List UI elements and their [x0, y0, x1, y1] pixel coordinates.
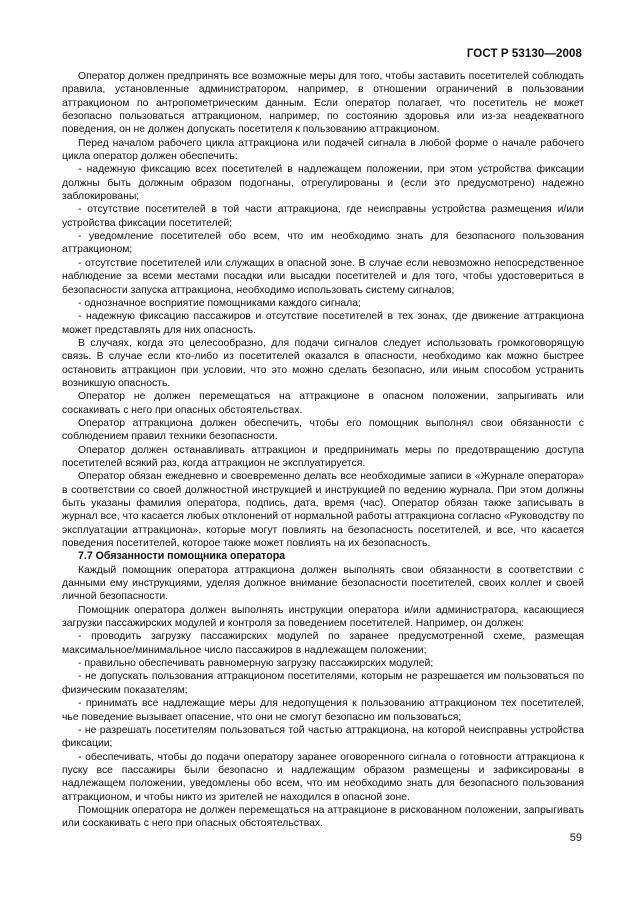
list-item: - не допускать пользования аттракционом посетителями, которым не разрешается им пользоваться по физическим показателям;	[62, 671, 584, 696]
list-item: - правильно обеспечивать равномерную загрузку пассажирских модулей;	[78, 658, 434, 670]
list-item: - надежную фиксацию пассажиров и отсутствие посетителей в тех зонах, где движение аттракциона может представлять для них опасность.	[62, 311, 584, 336]
list-item: - надежную фиксацию всех посетителей в надлежащем положении, при этом устройства фиксации должны быть должным образом подогнаны, отрегулированы и (если это предусмотрено) надежно заблокированы;	[62, 164, 584, 203]
paragraph: Оператор обязан ежедневно и своевременно делать все необходимые записи в «Журнале оператора» в соответствии со своей должностной инструкцией и инструкцией по ведению журнала. При этом должны быть указаны фамилия оператора, подпись, дата, время (час). Оператор обязан также записывать в журнал все, что касается любых отклонений от нормальной работы аттракциона согласно «Руководству по эксплуатации аттракциона», которые могут повлиять на безопасность посетителей, и все, что касается поведения посетителей, которое также может повлиять на их безопасность.	[62, 471, 584, 550]
paragraph: Каждый помощник оператора аттракциона должен выполнять свои обязанности в соответствии с данными ему инструкциями, уделяя должное внимание безопасности посетителей, своих коллег и своей личной безопасности.	[62, 564, 584, 603]
list-item: - обеспечивать, чтобы до подачи оператору заранее оговоренного сигнала о готовности аттракциона к пуску все пассажиры были безопасно и надлежащим образом размещены и зафиксированы в надлежащем положении, уведомлены обо всем, что им необходимо знать для безопасного пользования аттракционом, и чтобы никто из зрителей не находился в опасной зоне.	[62, 751, 584, 803]
list-item: - отсутствие посетителей в той части аттракциона, где неисправны устройства размещения и/или устройства фиксации посетителей;	[62, 204, 584, 229]
paragraph: Перед началом рабочего цикла аттракциона или подачей сигнала в любой форме о начале рабочего цикла оператор должен обеспечить:	[62, 137, 584, 163]
paragraph: Оператор не должен перемещаться на аттракционе в опасном положении, запрыгивать или соскакивать с него при опасных обстоятельствах.	[62, 391, 584, 416]
paragraph: Помощник оператора должен выполнять инструкции оператора и/или администратора, касающиеся загрузки пассажирских модулей и контроля за поведением посетителей. Например, он должен:	[62, 604, 584, 630]
list-item: - проводить загрузку пассажирских модулей по заранее предусмотренной схеме, размещая максимальное/минимальное число пассажиров в надлежащем положении;	[62, 631, 584, 656]
paragraph: Оператор аттракциона должен обеспечить, чтобы его помощник выполнял свои обязанности с соблюдением правил техники безопасности.	[62, 417, 584, 443]
section-heading: 7.7 Обязанности помощника оператора	[78, 550, 286, 563]
paragraph: Оператор должен останавливать аттракцион и предпринимать меры по предотвращению доступа посетителей всякий раз, когда аттракцион не эксплуатируется.	[62, 444, 584, 469]
page-number: 59	[569, 832, 582, 844]
list-item: - уведомление посетителей обо всем, что им необходимо знать для безопасного пользования аттракционом;	[62, 231, 584, 256]
paragraph: Оператор должен предпринять все возможные меры для того, чтобы заставить посетителей соблюдать правила, установленные администратором, например, в отношении ограничений в пользовании аттракционом по антропометрическим данным. Если оператор полагает, что посетитель не может безопасно пользоваться аттракционом, например, по состоянию здоровья или из-за неадекватного поведения, он не должен допускать посетителя к пользованию аттракционом.	[62, 71, 584, 136]
list-item: - не разрешать посетителям пользоваться той частью аттракциона, на которой неисправны устройства фиксации;	[62, 724, 584, 750]
paragraph: Помощник оператора не должен перемещаться на аттракционе в рискованном положении, запрыгивать или соскакивать с него при опасных обстоятельствах.	[62, 804, 584, 830]
page-body	[62, 70, 584, 831]
paragraph: В случаях, когда это целесообразно, для подачи сигналов следует использовать громкоговорящую связь. В случае если кто-либо из посетителей оказался в опасности, необходимо как можно быстрее остановить аттракцион при условии, что это можно сделать безопасно, или иным способом устранить возникшую опасность.	[62, 337, 584, 389]
document-code: ГОСТ Р 53130—2008	[466, 48, 582, 60]
list-item: - принимать все надлежащие меры для недопущения к пользованию аттракционом тех посетителей, чье поведение вызывает опасение, что они не смогут безопасно им пользоваться;	[62, 698, 584, 723]
list-item: - однозначное восприятие помощниками каждого сигнала;	[78, 297, 361, 309]
list-item: - отсутствие посетителей или служащих в опасной зоне. В случае если невозможно непосредственное наблюдение за всеми местами посадки или высадки посетителей и для того, чтобы удостовериться в безопасности запуска аттракциона, необходимо использовать систему сигналов;	[62, 257, 584, 296]
